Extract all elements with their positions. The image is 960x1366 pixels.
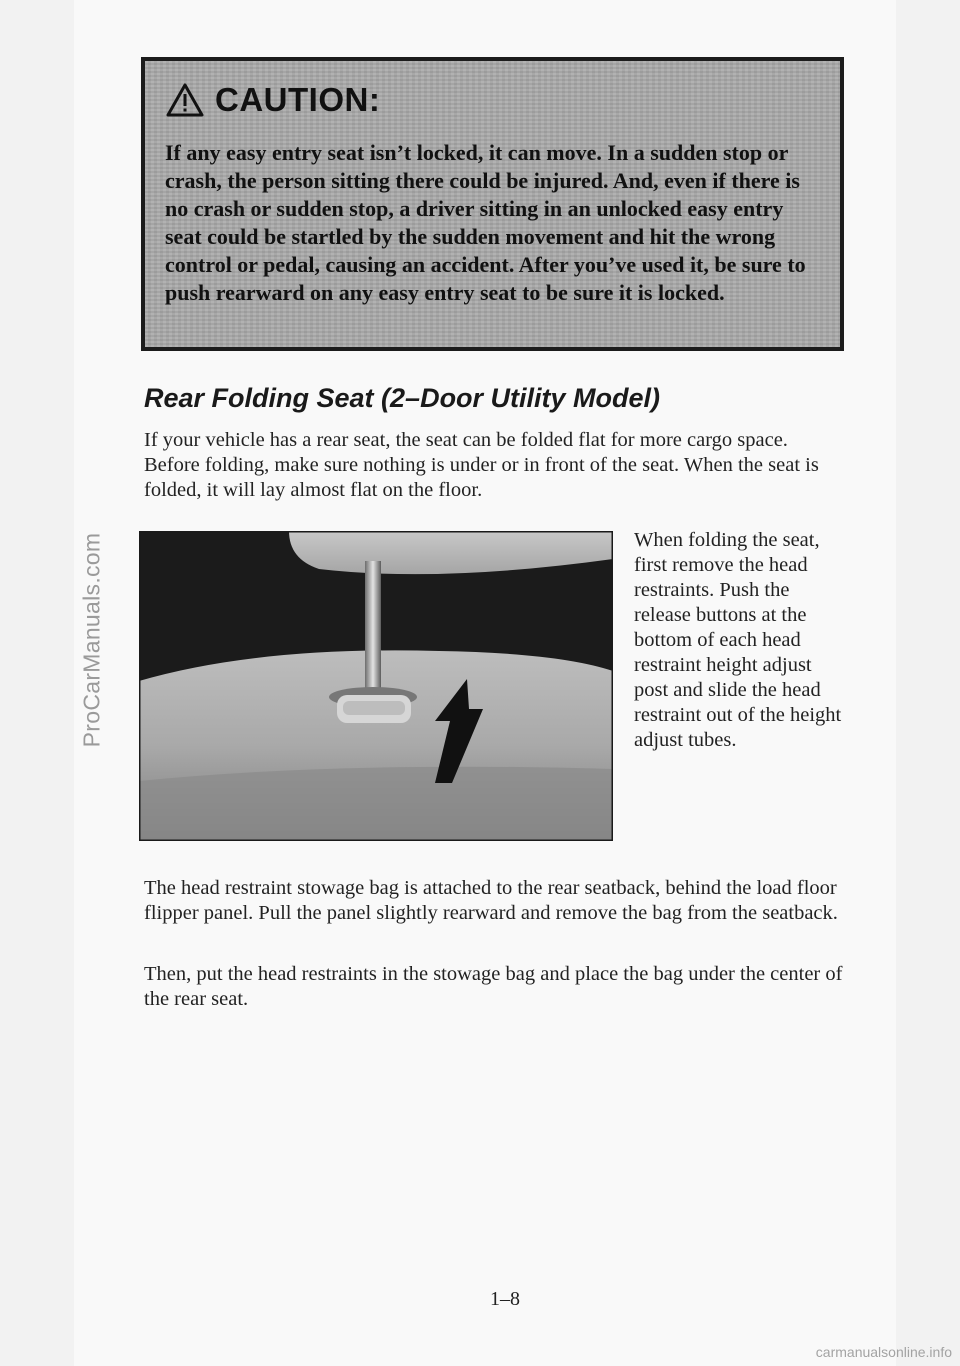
page-number: 1–8	[490, 1288, 520, 1310]
caution-box	[141, 57, 844, 351]
section-heading: Rear Folding Seat (2–Door Utility Model)	[144, 383, 661, 413]
photo-caption: When folding the seat, first remove the head restraints. Push the release buttons at the bottom of each head restraint height adjust post and slide the head restraint out of the height adjust tubes.	[634, 529, 842, 751]
caution-text: If any easy entry seat isn’t locked, it can move. In a sudden stop or crash, the person sitting there could be injured. And, even if there is no crash or sudden stop, a driver sitting in an unlocked easy entry seat could be startled by the sudden movement and hit the wrong control or pedal, causing an accident. After you’ve used it, be sure to push rearward on any easy entry seat to be sure it is locked.	[165, 140, 806, 305]
caution-title: CAUTION:	[215, 81, 381, 118]
caution-header	[165, 81, 380, 119]
stowage-paragraph: The head restraint stowage bag is attached to the rear seatback, behind the load floor flipper panel. Pull the panel slightly rearward and remove the bag from the seatback.	[144, 877, 838, 924]
warning-triangle-icon	[165, 82, 205, 118]
place-paragraph: Then, put the head restraints in the stowage bag and place the bag under the center of the rear seat.	[144, 963, 843, 1010]
head-restraint-photo	[139, 531, 613, 841]
side-watermark: ProCarManuals.com	[78, 532, 105, 748]
footer-watermark: carmanualsonline.info	[815, 1344, 952, 1360]
intro-paragraph: If your vehicle has a rear seat, the seat can be folded flat for more cargo space. Before folding, make sure nothing is under or in front of the seat. When the seat is folded, it will lay almost flat on the floor.	[144, 429, 819, 501]
